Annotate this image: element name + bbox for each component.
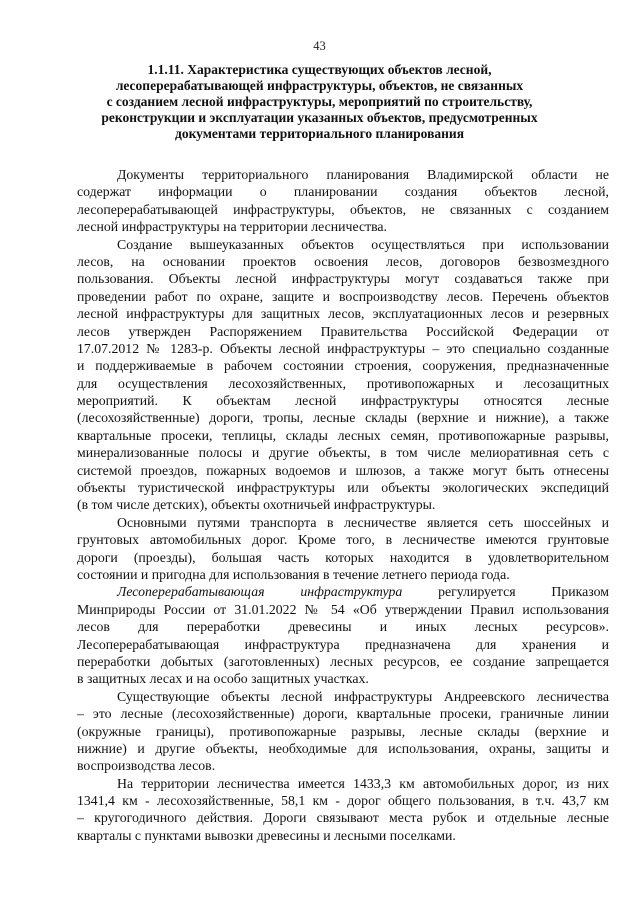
paragraph — [77, 236, 609, 514]
text-line: мероприятий. К объектам лесной инфраструктуры относятся лесные — [77, 393, 609, 409]
text-line: минерализованные полосы и другие объекты, в том числе мелиоративная сеть с — [77, 445, 609, 461]
paragraph — [77, 514, 609, 584]
section-heading — [70, 62, 569, 142]
text-line: содержат информации о планировании создания объектов лесной, — [77, 184, 609, 200]
italic-term: Лесоперерабатывающая инфраструктура — [117, 584, 403, 600]
text-line: лесов, на основании проектов освоения лесов, договоров безвозмездного — [77, 253, 609, 269]
heading-line: 1.1.11. Характеристика существующих объектов лесной, — [147, 62, 492, 77]
text-line: системой проездов, пожарных водоемов и шлюзов, а также могут быть отнесены — [77, 462, 609, 478]
text-line: проведении работ по охране, защите и воспроизводству лесов. Перечень объектов — [77, 288, 609, 304]
text-line: – кругогодичного действия. Дороги связывают места рубок и отдельные лесные — [77, 810, 609, 826]
text-line: (в том числе детских), объекты охотничьей инфраструктуры. — [77, 497, 436, 513]
heading-line: с созданием лесной инфраструктуры, мероприятий по строительству, — [106, 94, 533, 109]
text-line: квартальные просеки, теплицы, склады лесных семян, противопожарные разрывы, — [77, 427, 609, 443]
text-line: и поддерживаемые в рабочем состоянии строения, сооружения, предназначенные — [77, 358, 609, 374]
text-line: Создание вышеуказанных объектов осуществляться при использовании — [117, 236, 609, 252]
text-line: Существующие объекты лесной инфраструктуры Андреевского лесничества — [117, 688, 609, 704]
text-line: состоянии и пригодна для использования в течение летнего периода года. — [77, 566, 510, 582]
text-line: Минприроды России от 31.01.2022 № 54 «Об утверждении Правил использования — [77, 601, 609, 617]
text-line: Основными путями транспорта в лесничестве является сеть шоссейных и — [117, 514, 609, 530]
text-line: 1341,4 км - лесохозяйственные, 58,1 км - дорог общего пользования, в т.ч. 43,7 км — [77, 793, 609, 809]
text-line: Документы территориального планирования Владимирской области не — [117, 167, 609, 182]
text-line: объекты туристической инфраструктуры или объекты экологических экспедиций — [77, 480, 609, 496]
paragraph — [77, 583, 609, 687]
text-line: 17.07.2012 № 1283-р. Объекты лесной инфраструктуры – это специально созданные — [77, 340, 609, 356]
text-line: – это лесные (лесохозяйственные) дороги, квартальные просеки, граничные линии — [77, 706, 609, 722]
heading-line: документами территориального планирования — [174, 126, 465, 141]
text-line: грунтовых автомобильных дорог. Кроме того, в лесничестве имеются грунтовые — [77, 532, 609, 548]
heading-line: лесоперерабатывающей инфраструктуры, объектов, не связанных — [115, 78, 524, 93]
text-line: в защитных лесах и на особо защитных участках. — [77, 671, 369, 687]
document-body — [77, 166, 609, 844]
text-line: Лесоперерабатывающая инфраструктура предназначена для хранения и — [77, 636, 609, 652]
text-line: На территории лесничества имеется 1433,3 км автомобильных дорог, из них — [117, 775, 609, 791]
text-line: (лесохозяйственные) дороги, тропы, лесные склады (верхние и нижние), а также — [77, 410, 609, 426]
text-line: дороги (проезды), большая часть которых находится в удовлетворительном — [77, 549, 609, 565]
text-line: кварталы с пунктами вывозки древесины и лесными поселками. — [77, 827, 456, 843]
text-line: пользования. Объекты лесной инфраструктуры могут создаваться также при — [77, 271, 609, 287]
text-line: лесной инфраструктуры на территории лесничества. — [77, 219, 387, 235]
text-line — [77, 583, 609, 600]
text-line: переработки добытых (заготовленных) лесных ресурсов, ее создание запрещается — [77, 653, 609, 669]
text-line: воспроизводства лесов. — [77, 758, 216, 774]
paragraph — [77, 688, 609, 775]
paragraph — [77, 775, 609, 845]
text-line: для осуществления лесохозяйственных, противопожарных и лесозащитных — [77, 375, 609, 391]
text-line: лесов для переработки древесины и иных лесных ресурсов». — [77, 619, 609, 635]
heading-line: реконструкции и эксплуатации указанных объектов, предусмотренных — [101, 110, 538, 125]
text-line: лесной инфраструктуры для защитных лесов, эксплуатационных лесов и резервных — [77, 306, 609, 322]
text-line: нижние) и другие объекты, необходимые для использования, охраны, защиты и — [77, 740, 609, 756]
text-line: лесоперерабатывающей инфраструктуры, объектов, не связанных с созданием — [77, 201, 609, 217]
text-line: (окружные границы), противопожарные разрывы, лесные склады (верхние и — [77, 723, 609, 739]
paragraph — [77, 166, 609, 236]
text-fragment: регулируется Приказом — [402, 584, 609, 600]
text-line: лесов утвержден Распоряжением Правительства Российской Федерации от — [77, 323, 609, 339]
page-number: 43 — [313, 39, 326, 53]
